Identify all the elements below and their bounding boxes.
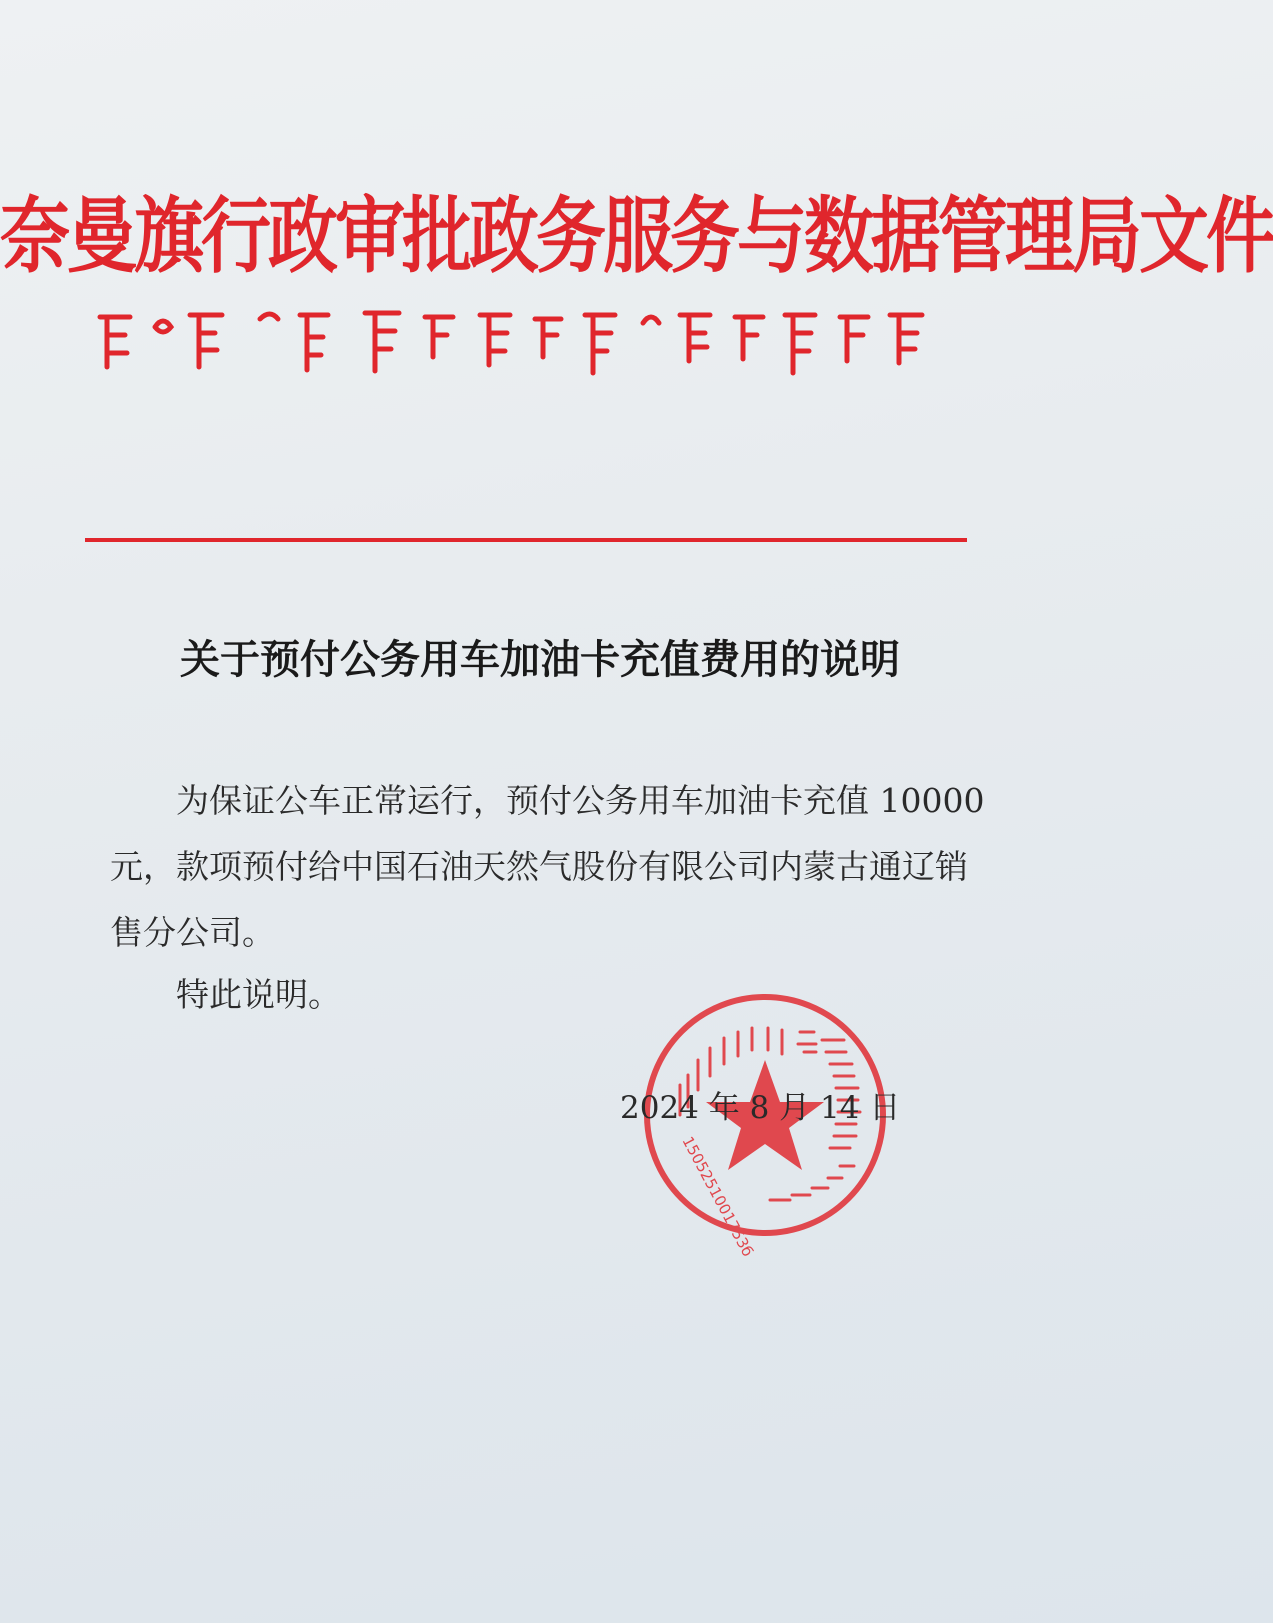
document-title: 关于预付公务用车加油卡充值费用的说明: [180, 636, 900, 683]
body-paragraph-1: [110, 768, 985, 966]
seal-code: 1505251001753б: [678, 1133, 757, 1260]
paragraph-1-line-1: 为保证公车正常运行，预付公务用车加油卡充值 10000: [176, 781, 985, 820]
mongolian-script-logo: [95, 305, 945, 375]
body-paragraph-2: 特此说明。: [176, 975, 341, 1014]
document-date: 2024 年 8 月 14 日: [620, 1090, 901, 1126]
paragraph-1-line-2: 元，款项预付给中国石油天然气股份有限公司内蒙古通辽销: [110, 847, 968, 886]
paragraph-1-line-3: 售分公司。: [110, 913, 275, 952]
red-separator-line: [85, 538, 967, 542]
letterhead-title: 奈曼旗行政审批政务服务与数据管理局文件: [0, 186, 1273, 285]
